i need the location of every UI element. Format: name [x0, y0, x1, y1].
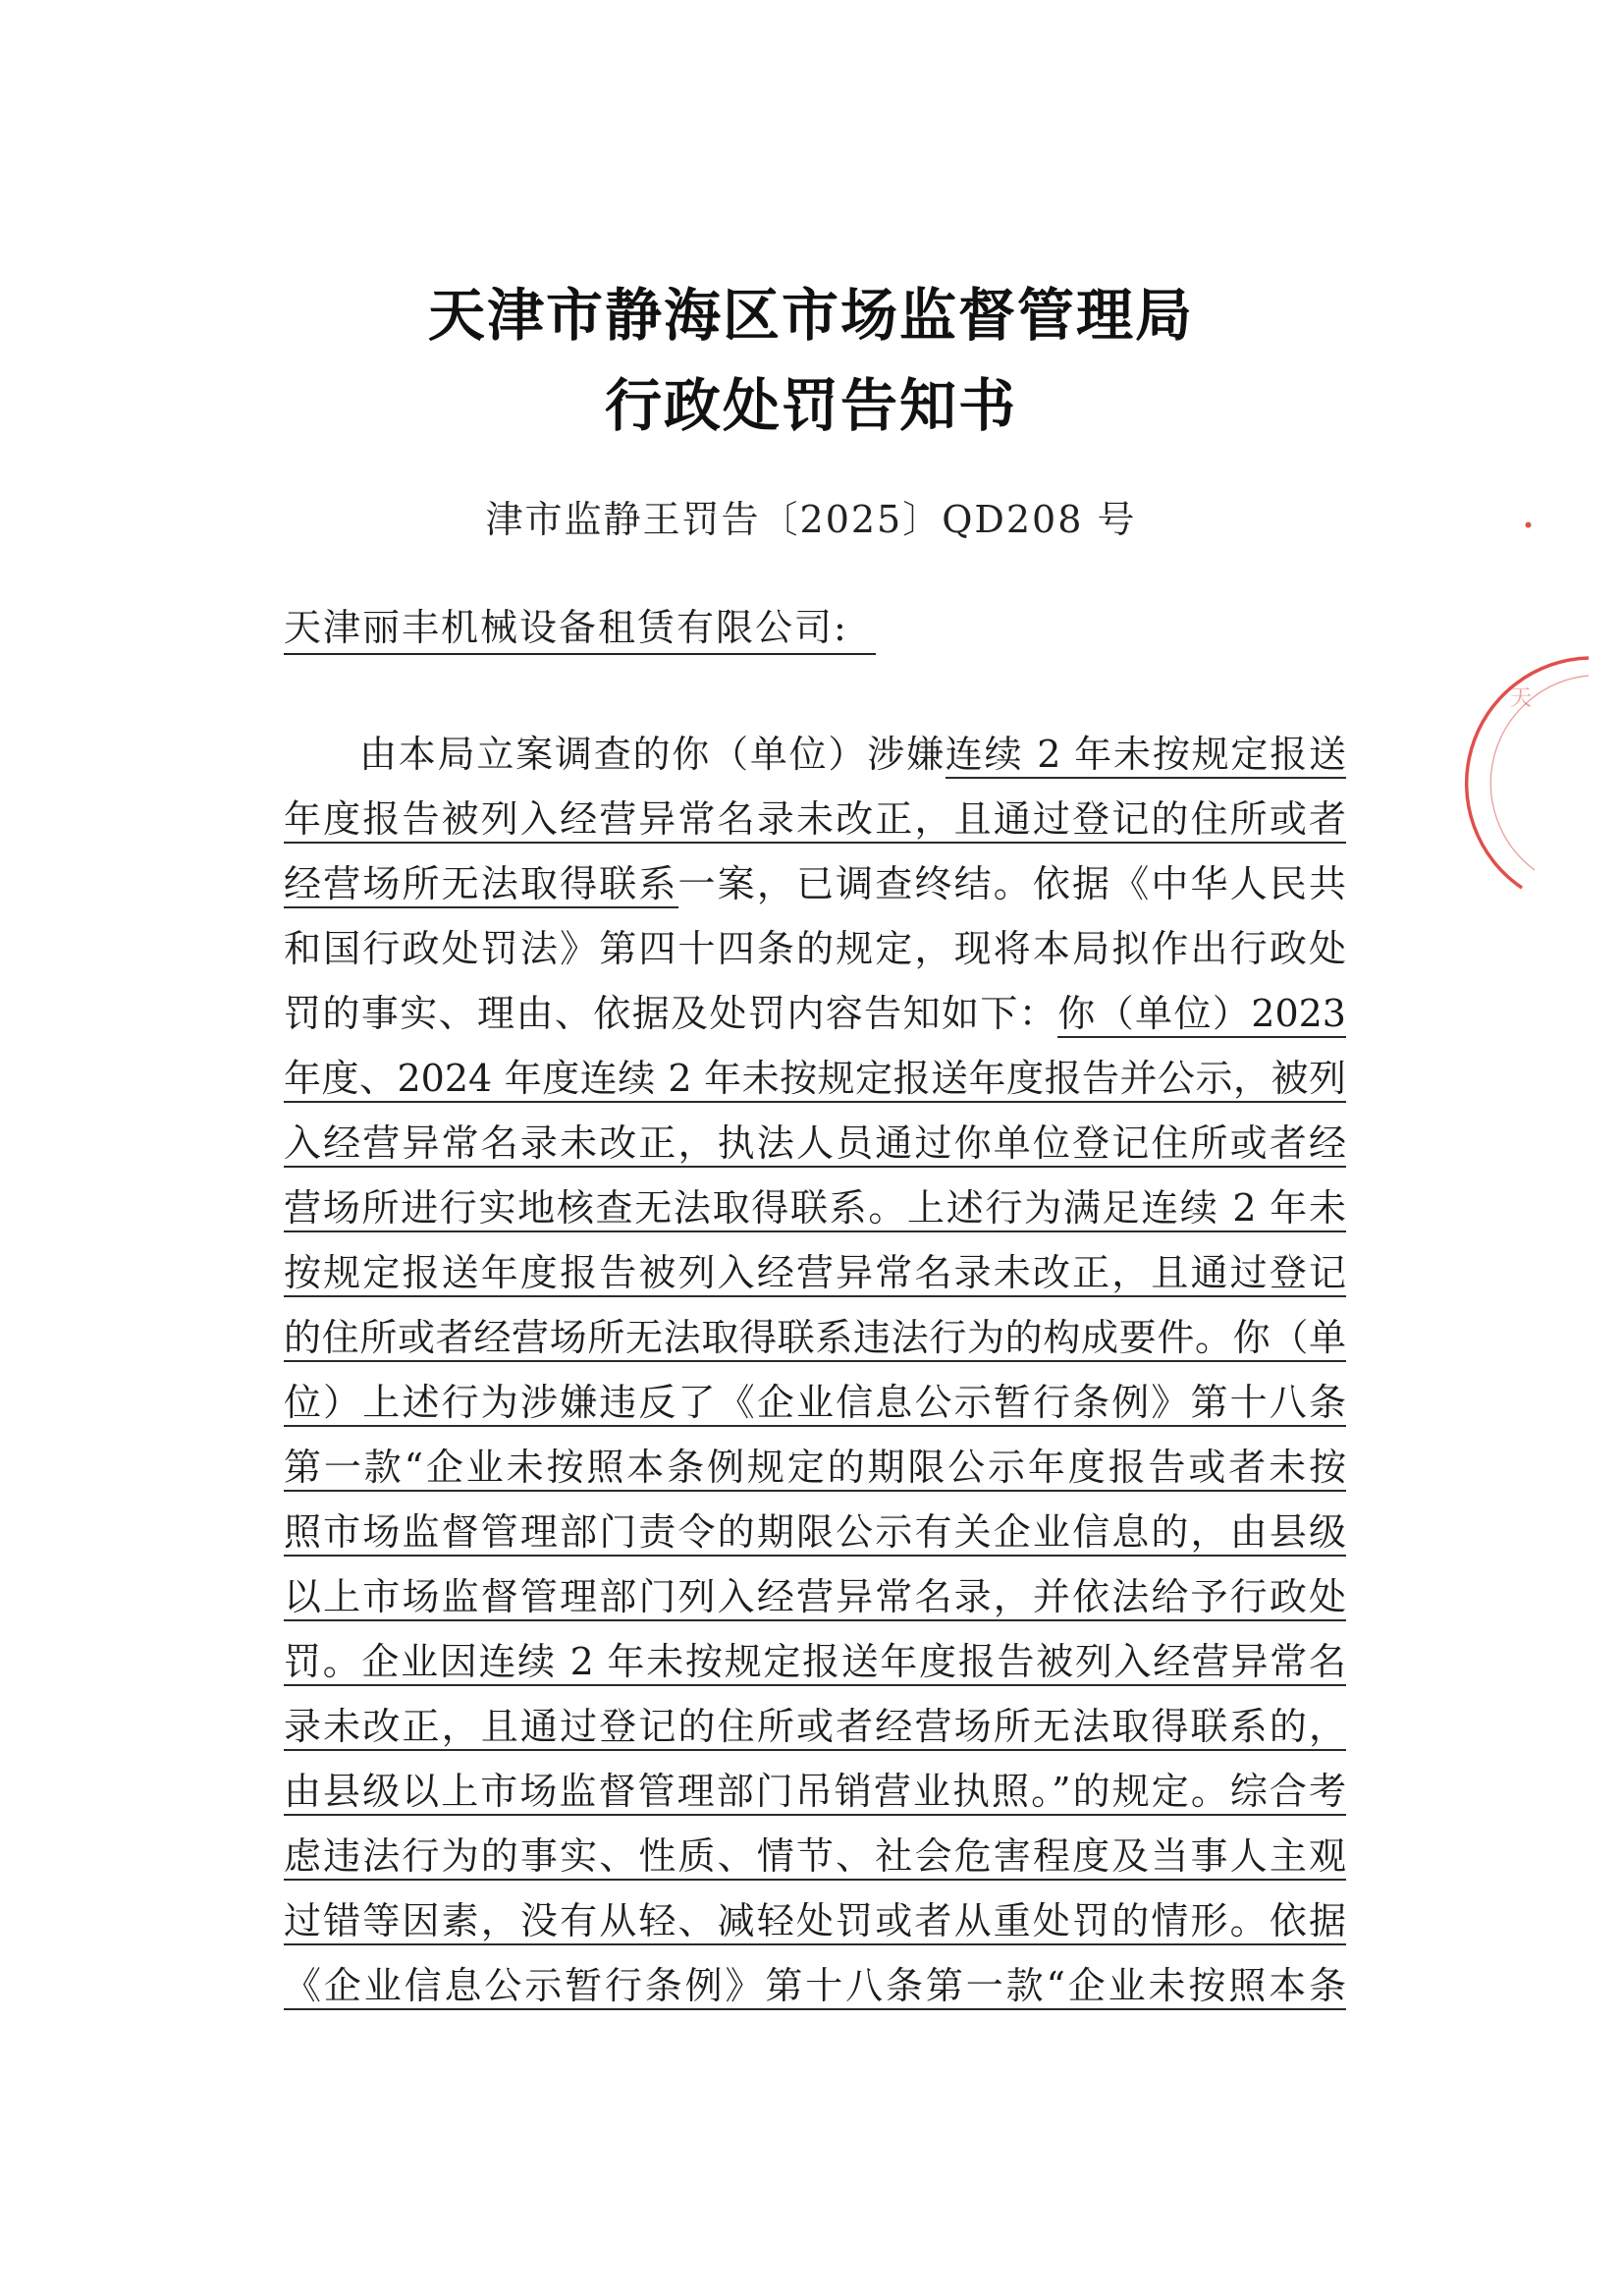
body-line: [284, 984, 1346, 1049]
body-line: [284, 1308, 1346, 1373]
body-line: [284, 1956, 1346, 2021]
notice-body: [284, 725, 1346, 2021]
underlined-text: 年度、2024 年度连续 2 年未按规定报送年度报告并公示，被列: [284, 1057, 1346, 1103]
body-line: [284, 1632, 1346, 1697]
body-line: [284, 1827, 1346, 1891]
recipient-name: 天津丽丰机械设备租赁有限公司:: [284, 597, 876, 655]
body-line: [284, 919, 1346, 984]
underlined-text: 虑违法行为的事实、性质、情节、社会危害程度及当事人主观: [284, 1834, 1346, 1881]
body-line: [284, 1438, 1346, 1503]
underlined-text: 以上市场监督管理部门列入经营异常名录，并依法给予行政处: [284, 1575, 1346, 1621]
underlined-text: 年度报告被列入经营异常名录未改正，且通过登记的住所或者: [284, 797, 1346, 844]
underlined-text: 按规定报送年度报告被列入经营异常名录未改正，且通过登记: [284, 1251, 1346, 1297]
underlined-text: 位）上述行为涉嫌违反了《企业信息公示暂行条例》第十八条: [284, 1381, 1346, 1427]
svg-text:天: 天: [1510, 686, 1533, 711]
body-line: [284, 1049, 1346, 1114]
body-text: 罚的事实、理由、依据及处罚内容告知如下：: [284, 992, 1058, 1035]
body-line: [284, 1697, 1346, 1762]
underlined-text: 入经营异常名录未改正，执法人员通过你单位登记住所或者经: [284, 1121, 1346, 1168]
body-line: [284, 854, 1346, 919]
underlined-text: 过错等因素，没有从轻、减轻处罚或者从重处罚的情形。依据: [284, 1899, 1346, 1945]
body-line: [284, 1503, 1346, 1567]
body-text: 和国行政处罚法》第四十四条的规定，现将本局拟作出行政处: [284, 927, 1346, 970]
body-line: [284, 1178, 1346, 1243]
body-line: [284, 1243, 1346, 1308]
body-line: [284, 1114, 1346, 1178]
body-text: 由本局立案调查的你（单位）涉嫌: [359, 733, 946, 776]
body-line: [284, 1891, 1346, 1956]
underlined-text: 连续 2 年未按规定报送: [946, 733, 1346, 779]
body-line: [284, 725, 1346, 790]
underlined-text: 罚。企业因连续 2 年未按规定报送年度报告被列入经营异常名: [284, 1640, 1346, 1686]
body-line: [284, 1373, 1346, 1438]
underlined-text: 照市场监督管理部门责令的期限公示有关企业信息的，由县级: [284, 1510, 1346, 1557]
body-line: [284, 1567, 1346, 1632]
underlined-text: 你（单位）2023: [1057, 992, 1346, 1038]
official-seal-fragment: [1441, 636, 1622, 931]
body-text: 一案，已调查终结。依据《中华人民共: [677, 862, 1346, 905]
body-line: [284, 1762, 1346, 1827]
body-line: [284, 790, 1346, 854]
underlined-text: 录未改正，且通过登记的住所或者经营场所无法取得联系的，: [284, 1705, 1346, 1751]
underlined-text: 由县级以上市场监督管理部门吊销营业执照。”的规定。综合考: [284, 1770, 1346, 1816]
document-title-type: 行政处罚告知书: [604, 372, 1017, 439]
underlined-text: 《企业信息公示暂行条例》第十八条第一款“企业未按照本条: [284, 1964, 1346, 2010]
document-number: 津市监静王罚告〔2025〕QD208 号: [485, 498, 1137, 541]
red-dot-mark: [1525, 521, 1532, 528]
underlined-text: 的住所或者经营场所无法取得联系违法行为的构成要件。你（单: [284, 1316, 1346, 1362]
underlined-text: 营场所进行实地核查无法取得联系。上述行为满足连续 2 年未: [284, 1186, 1346, 1232]
document-title-agency: 天津市静海区市场监督管理局: [427, 282, 1194, 349]
underlined-text: 第一款“企业未按照本条例规定的期限公示年度报告或者未按: [284, 1446, 1346, 1492]
underlined-text: 经营场所无法取得联系: [284, 862, 678, 908]
